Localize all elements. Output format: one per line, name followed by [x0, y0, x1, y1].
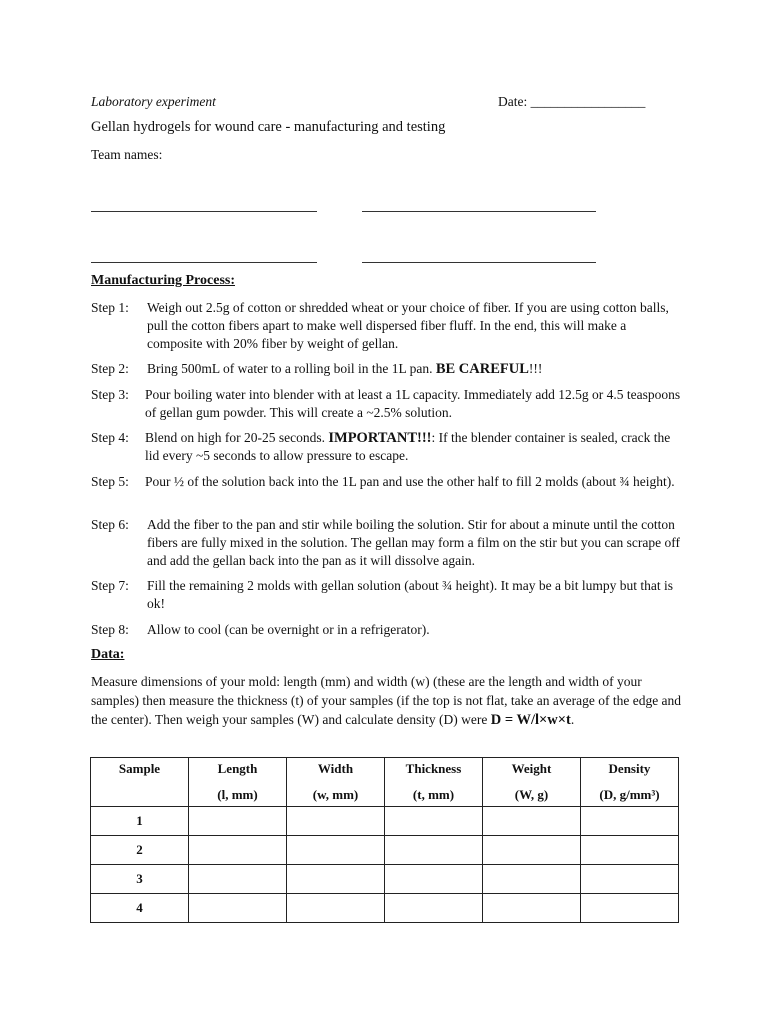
step-number: Step 5:: [91, 474, 129, 489]
team-names-label: Team names:: [91, 147, 163, 162]
table-row: [91, 836, 679, 865]
table-cell-input[interactable]: [189, 865, 287, 894]
table-cell-input[interactable]: [385, 836, 483, 865]
table-cell-input[interactable]: [189, 894, 287, 923]
table-cell-input[interactable]: [483, 836, 581, 865]
column-unit: (D, g/mm³): [599, 787, 660, 802]
step-text: Pour boiling water into blender with at least a 1L capacity. Immediately add 12.5g or 4.5 teaspoons of gellan gum powder. This will create a ~2.5% solution.: [145, 387, 681, 420]
step-7: [91, 577, 681, 613]
step-8: [91, 621, 681, 639]
date-field[interactable]: Date: _________________: [498, 94, 646, 109]
table-header-cell: [287, 758, 385, 807]
step-number: Step 3:: [91, 387, 129, 402]
manufacturing-heading: Manufacturing Process:: [91, 273, 235, 288]
table-cell-input[interactable]: [581, 894, 679, 923]
column-unit: (t, mm): [412, 787, 455, 802]
step-text: Add the fiber to the pan and stir while boiling the solution. Stir for about a minute until the cotton fibers are fully mixed in the solution. The gellan may form a film on the stir but you can scrape off and add the gellan back into the pan as it will dissolve again.: [147, 517, 680, 568]
step-2: [91, 360, 681, 378]
step-emphasis: BE CAREFUL: [435, 361, 529, 377]
column-title: Sample: [118, 761, 161, 776]
step-text: Bring 500mL of water to a rolling boil in the 1L pan.: [147, 361, 436, 376]
column-title: Density: [608, 761, 651, 776]
table-cell-input[interactable]: [189, 807, 287, 836]
table-cell-input[interactable]: [581, 807, 679, 836]
column-title: Length: [217, 761, 258, 776]
table-cell-input[interactable]: [189, 836, 287, 865]
step-number: Step 1:: [91, 300, 129, 315]
table-cell-input[interactable]: [483, 894, 581, 923]
table-cell-input[interactable]: [581, 836, 679, 865]
table-cell-input[interactable]: [287, 865, 385, 894]
step-6: [91, 516, 681, 570]
step-1: [91, 299, 681, 353]
table-cell-input[interactable]: [385, 865, 483, 894]
step-number: Step 2:: [91, 361, 129, 376]
data-instructions: [91, 672, 683, 730]
table-header-cell: [581, 758, 679, 807]
data-heading: Data:: [91, 647, 125, 662]
step-text: Blend on high for 20-25 seconds.: [145, 430, 329, 445]
step-text-tail: !!!: [528, 361, 543, 376]
density-formula: D = W/l×w×t: [490, 712, 571, 728]
team-name-line-4[interactable]: [362, 262, 596, 263]
table-row: [91, 865, 679, 894]
column-title: Thickness: [405, 761, 462, 776]
column-unit: (W, g): [514, 787, 549, 802]
column-unit: (w, mm): [312, 787, 359, 802]
table-cell-input[interactable]: [581, 865, 679, 894]
column-unit: (l, mm): [217, 787, 258, 802]
step-text-tail: : If the blender container is sealed, crack the lid every ~5 seconds to allow pressure to escape.: [145, 430, 671, 463]
step-text: Allow to cool (can be overnight or in a refrigerator).: [147, 622, 430, 637]
table-cell-input[interactable]: [483, 807, 581, 836]
step-text: Pour ½ of the solution back into the 1L pan and use the other half to fill 2 molds (about ¾ height).: [145, 474, 675, 489]
step-4: [91, 429, 681, 465]
table-header-cell: [91, 758, 189, 807]
step-number: Step 6:: [91, 517, 129, 532]
column-title: Width: [317, 761, 354, 776]
sample-number: 4: [91, 894, 189, 923]
table-cell-input[interactable]: [287, 894, 385, 923]
sample-number: 1: [91, 807, 189, 836]
table-cell-input[interactable]: [385, 807, 483, 836]
table-row: [91, 807, 679, 836]
table-header-cell: [189, 758, 287, 807]
table-cell-input[interactable]: [287, 807, 385, 836]
table-header-row: [91, 758, 679, 807]
document-title: Gellan hydrogels for wound care - manufacturing and testing: [91, 119, 446, 135]
step-number: Step 8:: [91, 622, 129, 637]
step-5: [91, 473, 681, 491]
table-header-cell: [483, 758, 581, 807]
sample-number: 3: [91, 865, 189, 894]
header-experiment-label: Laboratory experiment: [91, 94, 216, 109]
column-title: Weight: [511, 761, 552, 776]
table-cell-input[interactable]: [483, 865, 581, 894]
step-text: Weigh out 2.5g of cotton or shredded wheat or your choice of fiber. If you are using cotton balls, pull the cotton fibers apart to make well dispersed fiber fluff. In the end, this will make a composite with 20% fiber by weight of gellan.: [147, 300, 669, 351]
step-number: Step 7:: [91, 578, 129, 593]
step-number: Step 4:: [91, 430, 129, 445]
table-cell-input[interactable]: [287, 836, 385, 865]
step-3: [91, 386, 681, 422]
table-cell-input[interactable]: [385, 894, 483, 923]
table-row: [91, 894, 679, 923]
step-text: Fill the remaining 2 molds with gellan solution (about ¾ height). It may be a bit lumpy but that is ok!: [147, 578, 674, 611]
table-header-cell: [385, 758, 483, 807]
step-emphasis: IMPORTANT!!!: [328, 430, 432, 446]
data-instructions-end: .: [570, 712, 575, 727]
data-instructions-text: Measure dimensions of your mold: length (mm) and width (w) (these are the length and width of your samples) then measure the thickness (t) of your samples (if the top is not flat, take an average of the edge and the center). Then weigh your samples (W) and calculate density (D) were: [91, 674, 682, 727]
team-name-line-3[interactable]: [91, 262, 317, 263]
team-name-line-2[interactable]: [362, 211, 596, 212]
data-table: [90, 757, 679, 923]
sample-number: 2: [91, 836, 189, 865]
team-name-line-1[interactable]: [91, 211, 317, 212]
